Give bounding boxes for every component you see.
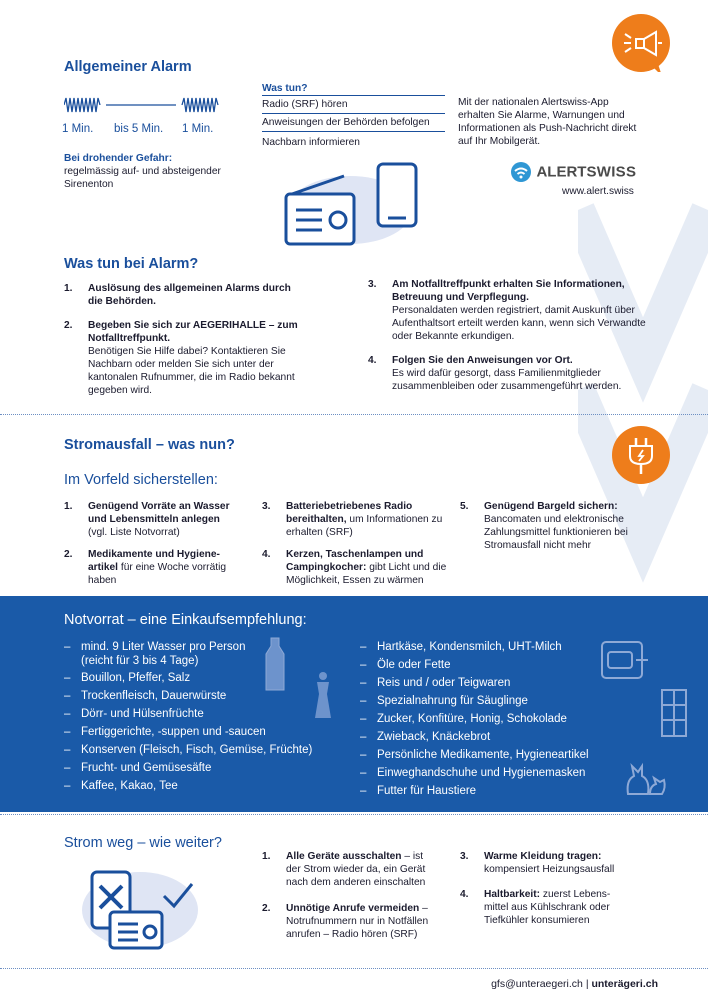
canned-food-icon [598,634,650,682]
list-dash: – [360,677,367,689]
was-tun-item: Nachbarn informieren [262,137,360,148]
danger-text-2: Sirenenton [64,179,114,190]
step-number: 1. [64,283,73,294]
strom-subtitle: Im Vorfeld sicherstellen: [64,472,218,488]
step-number: 3. [460,851,469,862]
step-number: 4. [460,889,469,900]
notvorrat-panel [0,596,708,812]
list-dash: – [64,744,71,756]
list-dash: – [64,726,71,738]
was-tun-item: Anweisungen der Behörden befolgen [262,117,445,132]
step-text: zuerst Lebens-mittel aus Kühlschrank oder Tiefkühler konsumieren [484,889,611,926]
step-text: Bancomaten und elektronische Zahlungsmittel funktionieren bei Stromausfall nicht mehr [484,514,628,551]
step-number: 1. [64,501,73,512]
alarm-label-1: 1 Min. [62,123,94,135]
alertswiss-logo [510,161,636,183]
step-text: gibt Licht und die Möglichkeit, Essen zu wärmen [286,562,447,586]
step-bold: Batteriebetriebenes Radio bereithalten, [286,501,413,525]
step-bold: Unnötige Anrufe vermeiden [286,903,420,914]
notvorrat-item-text: Konserven (Fleisch, Fisch, Gemüse, Früchte) [81,744,313,756]
step-bold: Alle Geräte ausschalten [286,851,402,862]
notvorrat-item-text: Frucht- und Gemüsesäfte [81,762,212,774]
step-bold: Folgen Sie den Anweisungen vor Ort. [392,355,573,366]
step-number: 5. [460,501,469,512]
step-bold: Begeben Sie sich zur AEGERIHALLE – zum Notfalltreffpunkt. [88,320,298,344]
step-number: 3. [368,279,377,290]
step-bold: Haltbarkeit: [484,889,541,900]
step-text: Benötigen Sie Hilfe dabei? Kontaktieren Sie Nachbarn oder melden Sie sich unter der kantonalen Rufnummer, die im Radio bekannt gegeben wird. [88,346,295,396]
list-dash: – [360,695,367,707]
alertswiss-text-line: Mit der nationalen Alertswiss-App [458,97,609,108]
notvorrat-title: Notvorrat – eine Einkaufsempfehlung: [64,612,307,628]
was-tun-title: Was tun? [262,83,308,94]
plug-badge [612,426,670,484]
list-dash: – [64,708,71,720]
megaphone-icon [612,14,670,72]
step-text: kompensiert Heizungsausfall [484,864,615,875]
list-dash: – [64,641,71,653]
step-bold: Warme Kleidung tragen: [484,851,602,862]
step-bold: Genügend Bargeld sichern: [484,501,618,512]
alarm-label-2: bis 5 Min. [114,123,164,135]
list-dash: – [64,690,71,702]
alertswiss-text-line: Informationen als Push-Nachricht direkt [458,123,637,134]
step-bold: Am Notfalltreffpunkt erhalten Sie Informationen, Betreuung und Verpflegung. [392,279,625,303]
step-bold: Medikamente und Hygiene-artikel [88,549,220,573]
footer-site[interactable]: unterägeri.ch [591,978,658,990]
list-dash: – [64,762,71,774]
step-text: für eine Woche vorrätig haben [88,562,226,586]
bei-alarm-title: Was tun bei Alarm? [64,256,199,272]
notvorrat-item-text: Kaffee, Kakao, Tee [81,780,178,792]
footer-separator: | [585,978,589,990]
alertswiss-text [458,96,644,148]
notvorrat-item-text: Persönliche Medikamente, Hygieneartikel [377,749,589,761]
notvorrat-item-text: Dörr- und Hülsenfrüchte [81,708,204,720]
list-dash: – [360,641,367,653]
pepper-mill-icon [310,670,336,722]
step-text: (vgl. Liste Notvorrat) [88,527,180,538]
notvorrat-item-text: Öle oder Fette [377,659,451,671]
alarm-label-3: 1 Min. [182,123,214,135]
notvorrat-item-text: Reis und / oder Teigwaren [377,677,511,689]
siren-wave-diagram [64,97,222,113]
chocolate-bar-icon [660,688,688,738]
notvorrat-item-text: Trockenfleisch, Dauerwürste [81,690,227,702]
megaphone-badge [612,14,670,72]
notvorrat-item-text: Spezialnahrung für Säuglinge [377,695,528,707]
list-dash: – [360,767,367,779]
list-dash: – [360,731,367,743]
notvorrat-item-text: Einweghandschuhe und Hygienemasken [377,767,586,779]
notvorrat-item-text: (reicht für 3 bis 4 Tage) [81,655,199,667]
step-number: 3. [262,501,271,512]
notvorrat-item-text: Hartkäse, Kondensmilch, UHT-Milch [377,641,562,653]
step-text: – ist der Strom wieder da, ein Gerät nach dem anderen einschalten [286,851,426,888]
strom-title: Stromausfall – was nun? [64,437,235,453]
step-number: 4. [262,549,271,560]
alertswiss-text-line: erhalten Sie Alarme, Warnungen und [458,110,625,121]
step-bold: Genügend Vorräte an Wasser und Lebensmitteln anlegen [88,501,230,525]
section-divider [0,968,708,969]
step-number: 2. [64,320,73,331]
list-dash: – [360,785,367,797]
step-number: 2. [64,549,73,560]
alertswiss-text-line: auf Ihr Mobilgerät. [458,136,541,147]
was-tun-rule [262,95,445,96]
step-bold: Kerzen, Taschenlampen und Campingkocher: [286,549,424,573]
pets-icon [622,752,668,798]
notvorrat-item-text: Zucker, Konfitüre, Honig, Schokolade [377,713,567,725]
water-bottle-icon [260,636,290,694]
section-divider [0,814,708,815]
list-dash: – [360,659,367,671]
radio-phone-illustration [280,158,430,250]
notvorrat-item-text: Futter für Haustiere [377,785,477,797]
section-divider [0,414,708,415]
alarm-title: Allgemeiner Alarm [64,59,192,75]
step-text: – Notrufnummern nur in Notfällen anrufen – Radio hören (SRF) [286,903,429,940]
step-number: 4. [368,355,377,366]
devices-off-illustration [78,866,198,952]
danger-text-1: regelmässig auf- und absteigender [64,166,221,177]
list-dash: – [64,672,71,684]
footer-email[interactable]: gfs@unteraegeri.ch [491,978,583,990]
wifi-icon [510,161,532,183]
list-dash: – [360,749,367,761]
notvorrat-item-text: Bouillon, Pfeffer, Salz [81,672,191,684]
logo-part-a: ALERT [536,163,587,181]
step-text: Es wird dafür gesorgt, dass Familienmitglieder zusammenbleiben oder zusammengeführt werden. [392,368,622,392]
notvorrat-item-text: Zwieback, Knäckebrot [377,731,491,743]
notvorrat-item-text: Fertiggerichte, -suppen und -saucen [81,726,266,738]
plug-icon [612,426,670,484]
step-number: 1. [262,851,271,862]
list-dash: – [64,780,71,792]
list-dash: – [360,713,367,725]
logo-part-b: SWISS [586,163,637,181]
step-text: um Informationen zu erhalten (SRF) [286,514,443,538]
step-number: 2. [262,903,271,914]
alertswiss-url[interactable]: www.alert.swiss [562,186,634,197]
danger-title: Bei drohender Gefahr: [64,153,173,164]
notvorrat-item-text: mind. 9 Liter Wasser pro Person [81,641,246,653]
step-bold: Auslösung des allgemeinen Alarms durch die Behörden. [88,283,291,307]
weg-title: Strom weg – wie weiter? [64,835,222,851]
footer [491,978,658,990]
was-tun-item: Radio (SRF) hören [262,99,445,114]
step-text: Personaldaten werden registriert, damit Auskunft über Aufenthaltsort erteilt werden kann, wenn sich Verwandte oder Bekannte erkundigen. [392,305,646,342]
